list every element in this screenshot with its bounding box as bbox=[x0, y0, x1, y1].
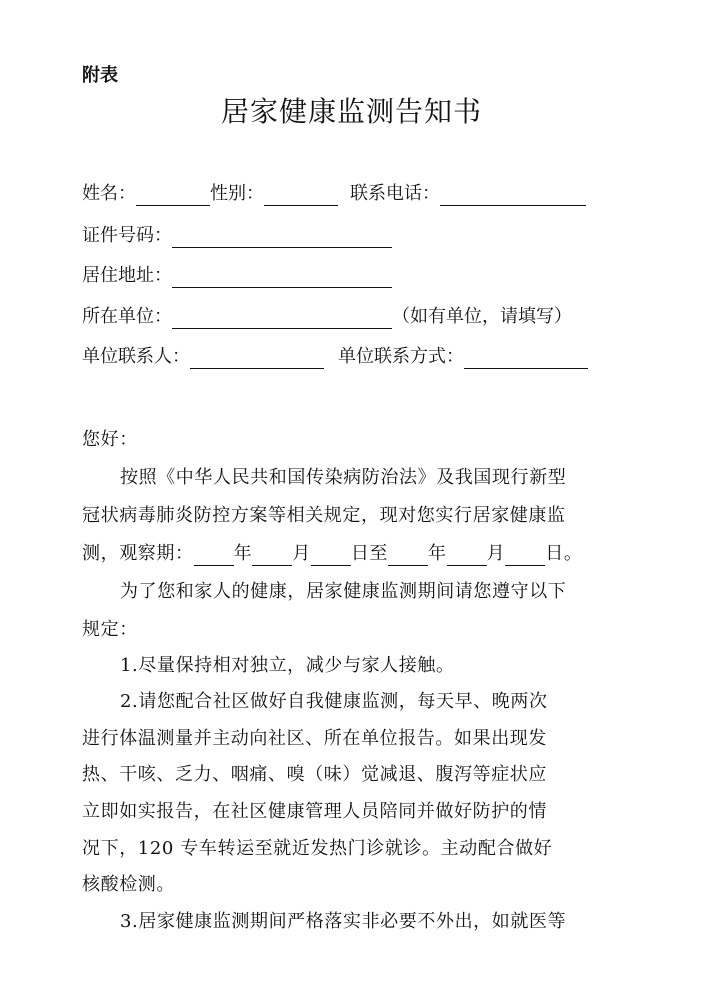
paragraph-line: 规定： bbox=[82, 619, 138, 640]
start-year-field[interactable] bbox=[194, 547, 234, 566]
name-field[interactable] bbox=[136, 187, 210, 206]
unit-contact-field[interactable] bbox=[190, 350, 324, 369]
day-end-label: 日。 bbox=[545, 543, 583, 564]
year-label: 年 bbox=[233, 543, 253, 564]
unit-contact-label: 单位联系人： bbox=[82, 346, 190, 367]
end-year-field[interactable] bbox=[388, 547, 428, 566]
unit-note: （如有单位，请填写） bbox=[392, 306, 572, 327]
month-label: 月 bbox=[486, 543, 506, 564]
paragraph-line: 为了您和家人的健康，居家健康监测期间请您遵守以下 bbox=[120, 581, 567, 602]
greeting: 您好： bbox=[82, 429, 138, 450]
day-to-label: 日至 bbox=[350, 543, 389, 564]
end-month-field[interactable] bbox=[447, 547, 487, 566]
form-row-personal bbox=[82, 182, 586, 206]
paragraph-line: 况下，120 专车转运至就近发热门诊就诊。主动配合做好 bbox=[82, 838, 553, 859]
unit-contact-method-label: 单位联系方式： bbox=[338, 346, 464, 367]
rule-item: 3.居家健康监测期间严格落实非必要不外出，如就医等 bbox=[120, 911, 567, 932]
attachment-label: 附表 bbox=[82, 65, 118, 86]
paragraph-line: 进行体温测量并主动向社区、所在单位报告。如果出现发 bbox=[82, 728, 547, 749]
form-row-unit-contact bbox=[82, 345, 588, 369]
phone-label: 联系电话： bbox=[350, 183, 440, 204]
rule-item: 1.尽量保持相对独立，减少与家人接触。 bbox=[120, 655, 455, 676]
year-label: 年 bbox=[428, 543, 447, 564]
observation-period bbox=[82, 542, 582, 566]
start-month-field[interactable] bbox=[252, 547, 292, 566]
unit-contact-method-field[interactable] bbox=[464, 350, 588, 369]
name-label: 姓名： bbox=[82, 183, 136, 204]
gender-field[interactable] bbox=[264, 187, 338, 206]
paragraph-line: 冠状病毒肺炎防控方案等相关规定，现对您实行居家健康监 bbox=[82, 505, 566, 526]
form-row-id bbox=[82, 224, 392, 248]
form-row-address bbox=[82, 264, 392, 288]
start-day-field[interactable] bbox=[311, 547, 351, 566]
gender-label: 性别： bbox=[210, 183, 264, 204]
id-label: 证件号码： bbox=[82, 225, 172, 246]
observation-label: 测，观察期： bbox=[82, 543, 194, 564]
paragraph-line: 核酸检测。 bbox=[82, 874, 175, 895]
phone-field[interactable] bbox=[440, 187, 586, 206]
unit-label: 所在单位： bbox=[82, 306, 172, 327]
paragraph-line: 按照《中华人民共和国传染病防治法》及我国现行新型 bbox=[120, 467, 567, 488]
form-row-unit bbox=[82, 305, 572, 329]
page-title: 居家健康监测告知书 bbox=[220, 95, 482, 128]
month-label: 月 bbox=[292, 543, 311, 564]
id-field[interactable] bbox=[172, 229, 392, 248]
paragraph-line: 立即如实报告，在社区健康管理人员陪同并做好防护的情 bbox=[82, 801, 547, 822]
unit-field[interactable] bbox=[172, 310, 392, 329]
address-label: 居住地址： bbox=[82, 265, 172, 286]
end-day-field[interactable] bbox=[505, 547, 545, 566]
paragraph-line: 热、干咳、乏力、咽痛、嗅（味）觉减退、腹泻等症状应 bbox=[82, 764, 547, 785]
address-field[interactable] bbox=[172, 269, 392, 288]
rule-item: 2.请您配合社区做好自我健康监测，每天早、晚两次 bbox=[120, 691, 548, 712]
